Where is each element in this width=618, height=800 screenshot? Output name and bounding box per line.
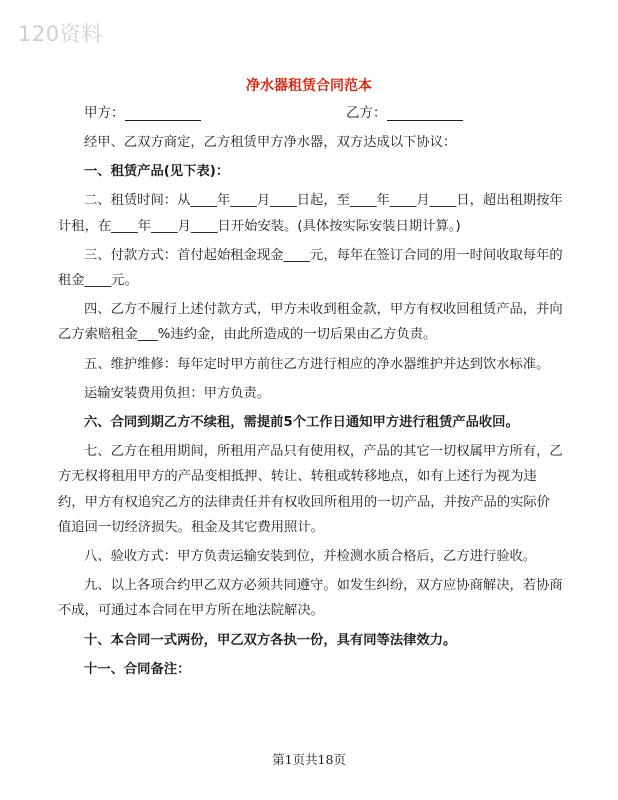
clause-4-default: 四、乙方不履行上述付款方式，甲方未收到租金款，甲方有权收回租赁产品，并向乙方索赔租金___%违约金，由此所造成的一切后果由乙方负责。 xyxy=(58,302,563,343)
clause-1-heading: 一、租赁产品(见下表)： xyxy=(84,164,230,180)
document-title: 净水器租赁合同范本 xyxy=(246,78,372,94)
intro-paragraph: 经甲、乙双方商定，乙方租赁甲方净水器，双方达成以下协议： xyxy=(84,135,457,150)
clause-6-expiry: 六、合同到期乙方不续租，需提前5个工作日通知甲方进行租赁产品收回。 xyxy=(84,415,519,431)
clause-3-payment: 三、付款方式：首付起始租金现金____元，每年在签订合同的用一时间收取每年的租金____元。 xyxy=(58,247,563,289)
page-number: 第1页共18页 xyxy=(272,752,346,767)
party-b-blank xyxy=(387,106,463,121)
clause-11-remarks: 十一、合同备注： xyxy=(84,661,191,677)
watermark: 120资料 xyxy=(18,22,103,46)
clause-9-disputes: 九、以上各项合约甲乙双方必须共同遵守。如发生纠纷，双方应协商解决，若协商不成，可通过本合同在甲方所在地法院解决。 xyxy=(58,578,563,619)
clause-2-rental-period: 二、租赁时间：从____年____月____日起，至____年____月____日，超出租期按年计租，在____年____月____日开始安装。(具体按实际安装日期计算。) xyxy=(58,193,563,234)
party-b-label: 乙方： xyxy=(346,105,387,121)
party-b-field xyxy=(346,101,463,121)
transport-cost-note: 运输安装费用负担：甲方负责。 xyxy=(84,385,271,401)
clause-10-copies: 十、本合同一式两份，甲乙双方各执一份，具有同等法律效力。 xyxy=(84,632,457,648)
contract-body xyxy=(58,130,563,682)
party-a-label: 甲方： xyxy=(84,105,125,121)
clause-5-maintenance: 五、维护维修：每年定时甲方前往乙方进行相应的净水器维护并达到饮水标准。 xyxy=(84,356,550,372)
party-a-blank xyxy=(125,106,201,121)
party-a-field xyxy=(84,101,201,121)
clause-7-ownership: 七、乙方在租用期间，所租用产品只有使用权，产品的其它一切权属甲方所有，乙方无权将租用甲方的产品变相抵押、转让、转租或转移地点，如有上述行为视为违约，甲方有权追究乙方的法律责任并有权收回所租用的一切产品，并按产品的实际价值追回一切经济损失。租金及其它费用照计。 xyxy=(58,444,563,535)
clause-8-acceptance: 八、验收方式：甲方负责运输安装到位，并检测水质合格后，乙方进行验收。 xyxy=(84,549,537,565)
